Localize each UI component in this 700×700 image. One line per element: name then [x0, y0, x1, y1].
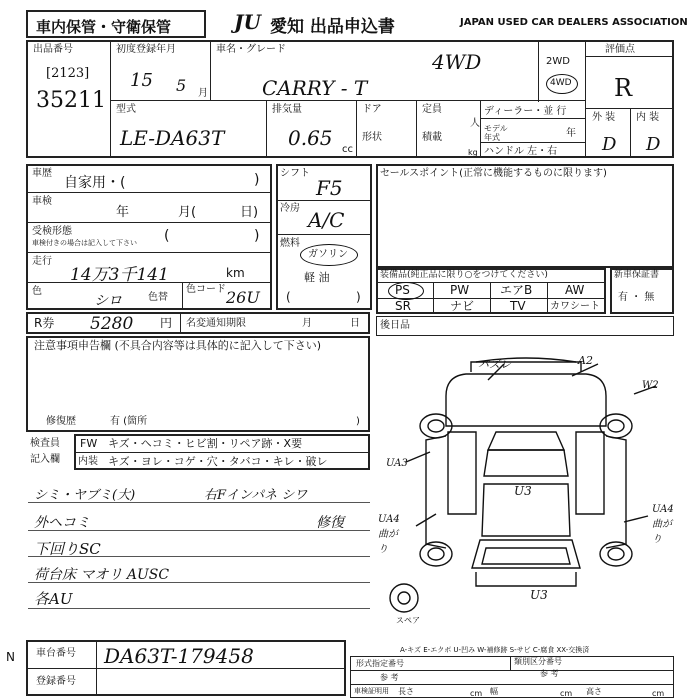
- door-label: ドア: [362, 104, 382, 115]
- storage-title-box: [26, 10, 206, 38]
- checker-fw-label: FW: [80, 437, 98, 450]
- checker-fw-items: キズ・ヘコミ・ヒビ割・リペア跡・X要: [108, 437, 303, 450]
- fuel-diesel: 軽 油: [304, 271, 330, 284]
- accepted-note: 車検付きの場合は記入して下さい: [32, 239, 137, 247]
- mileage-unit: km: [226, 266, 245, 280]
- note-ua4-right: UA4 曲がり: [652, 504, 674, 545]
- side-mark: N: [6, 650, 15, 664]
- load-unit: kg: [468, 148, 478, 157]
- drive-4wd-circle: 4WD: [546, 74, 578, 94]
- model-label: 車名・グレード: [216, 44, 286, 55]
- sales-point-block: [376, 164, 674, 268]
- equip-sr: SR: [395, 299, 411, 313]
- drive-2wd: 2WD: [546, 56, 570, 67]
- reg-label: 初度登録年月: [116, 44, 176, 55]
- checker-label-1: 検査員: [30, 438, 60, 449]
- ext-value: D: [602, 134, 617, 155]
- recycle-value: 5280: [90, 314, 134, 334]
- displacement-value: 0.65: [288, 126, 333, 150]
- year-unit: 年: [566, 128, 576, 139]
- form-cert-label: 形式指定番号: [356, 659, 404, 668]
- lot-label: 出品番号: [33, 44, 73, 55]
- note-u3-bottom: U3: [530, 588, 548, 602]
- equip-seat: カワシート: [550, 301, 600, 312]
- repair-close: ): [356, 416, 360, 427]
- type-label: 型式: [116, 104, 136, 115]
- chassis-value: DA63T-179458: [104, 644, 254, 668]
- repair-value: 有 (箇所: [110, 416, 148, 427]
- model-year-label: モデル 年式: [484, 124, 508, 142]
- spare-tire: [390, 584, 418, 612]
- fuel-label: 燃料: [280, 238, 300, 249]
- dealer-label: ディーラー・並 行: [484, 106, 567, 117]
- checker-label-2: 記入欄: [30, 454, 60, 465]
- remark-5: 下回りSC: [34, 540, 101, 558]
- org-name-en: JAPAN USED CAR DEALERS ASSOCIATION: [460, 17, 688, 28]
- fuel-gas: ガソリン: [308, 249, 348, 260]
- rear-item-label: 後日品: [380, 320, 410, 331]
- rating-label: 評価点: [605, 44, 635, 55]
- fuel-close: ): [356, 290, 361, 304]
- cert-height: 高さ: [586, 687, 602, 696]
- model-name: CARRY - T: [262, 76, 368, 100]
- history-label: 車歴: [32, 168, 52, 179]
- accepted-open: (: [164, 228, 170, 244]
- shape-label: 形状: [362, 132, 382, 143]
- cert-length-unit: cm: [470, 689, 483, 698]
- lot-number: 35211: [36, 88, 106, 113]
- cab-outline: [446, 374, 606, 426]
- ju-logo: JU: [234, 10, 261, 34]
- mileage-label: 走行: [32, 256, 52, 267]
- inspection-year: 年: [116, 205, 130, 220]
- shift-value: F5: [316, 176, 343, 200]
- chassis-label: 車台番号: [36, 648, 76, 659]
- mileage-value: 14万3千141: [70, 265, 169, 285]
- recycle-label: R券: [34, 316, 55, 330]
- reg-number-label: 登録番号: [36, 676, 76, 687]
- history-close: ): [254, 172, 260, 188]
- cert-height-unit: cm: [652, 689, 665, 698]
- lot-sub-number: [2123]: [46, 66, 90, 81]
- org-name: 愛知 出品申込書: [270, 17, 395, 37]
- note-a2: A2: [578, 354, 593, 367]
- ac-label: 冷房: [280, 203, 300, 214]
- equipment-label: 装備品(純正品に限り○をつけてください): [380, 270, 548, 280]
- recycle-unit: 円: [160, 316, 173, 330]
- notes-label: 注意事項申告欄 (不具合内容等は具体的に記入して下さい): [34, 339, 322, 352]
- accepted-label: 受検形態: [32, 226, 72, 237]
- warranty-label: 新車保証書: [614, 270, 660, 280]
- displacement-label: 排気量: [272, 104, 302, 115]
- equip-airbag: エアB: [500, 283, 533, 297]
- ac-value: A/C: [308, 208, 345, 232]
- ref-label: 参 考: [380, 673, 399, 682]
- remark-7: 各AU: [34, 590, 73, 608]
- name-change-day: 日: [350, 318, 360, 329]
- name-change-label: 名変通知期限: [186, 318, 246, 329]
- repair-label: 修復歴: [46, 416, 76, 427]
- cert-label: 車検証明用: [354, 687, 389, 695]
- rear-item-box: [376, 316, 674, 336]
- inspection-label: 車検: [32, 196, 52, 207]
- accepted-close: ): [254, 228, 260, 244]
- note-u3-center: U3: [514, 484, 532, 498]
- history-value: 自家用・(: [64, 175, 126, 191]
- ext-label: 外 装: [592, 112, 616, 123]
- remark-6: 荷台床 マオリ AUSC: [34, 567, 170, 583]
- rating-value: R: [614, 74, 633, 102]
- rear-bumper: [476, 572, 576, 586]
- reg-year: 15: [130, 70, 153, 91]
- displacement-unit: cc: [342, 144, 353, 155]
- note-ua4-left: UA4 曲がり: [378, 514, 400, 555]
- remark-3: 外ヘコミ: [34, 515, 90, 531]
- warranty-value: 有 ・ 無: [618, 292, 655, 303]
- equip-ps-circle: [388, 282, 424, 300]
- sales-point-label: セールスポイント(正常に機能するものに限ります): [380, 168, 607, 179]
- remark-4: 修復: [316, 515, 344, 531]
- color-label: 色: [32, 286, 42, 297]
- equip-aw: AW: [565, 283, 585, 297]
- color-code-value: 26U: [226, 288, 260, 307]
- cert-width: 幅: [490, 687, 498, 696]
- remark-2: 右Fインパネ シワ: [204, 488, 308, 503]
- capacity-unit: 人: [470, 118, 480, 129]
- reg-month: 5: [176, 76, 187, 95]
- ref-label-2: 参 考: [540, 669, 559, 678]
- cert-length: 長さ: [398, 687, 414, 696]
- inspection-day: 日): [240, 205, 259, 220]
- storage-title: 車内保管・守衛保管: [36, 18, 172, 36]
- note-w2: W2: [642, 380, 659, 391]
- color-value: シロ: [94, 293, 122, 309]
- color-code-label: 色コード: [186, 284, 226, 295]
- color-swap-label: 色替: [148, 292, 168, 303]
- cert-width-unit: cm: [560, 689, 573, 698]
- fuel-open: (: [286, 290, 291, 304]
- spare-label: スペア: [396, 616, 420, 625]
- int-label: 内 装: [636, 112, 660, 123]
- inspection-month: 月(: [178, 205, 197, 220]
- shift-label: シフト: [280, 168, 310, 179]
- checker-int-items: キズ・ヨレ・コゲ・穴・タバコ・キレ・破レ: [108, 455, 328, 468]
- equip-navi: ナビ: [450, 299, 475, 313]
- note-ua3: UA3: [386, 458, 408, 469]
- class-label: 類別区分番号: [514, 657, 562, 666]
- handle-label: ハンドル 左・右: [484, 146, 558, 157]
- remark-1: シミ・ヤブミ(大): [34, 488, 136, 503]
- capacity-label: 定員: [422, 104, 442, 115]
- diagram-legend: A-キズ E-エクボ U-凹み W-補修跡 S-サビ C-腐食 XX-交換済: [400, 646, 590, 654]
- name-change-month: 月: [302, 318, 312, 329]
- load-label: 積載: [422, 132, 442, 143]
- note-bumper: バズレ: [478, 358, 511, 371]
- windshield: [488, 432, 564, 450]
- equip-pw: PW: [450, 283, 470, 297]
- equip-ps: PS: [395, 283, 410, 297]
- model-drive: 4WD: [432, 50, 482, 74]
- checker-int-label: 内装: [78, 456, 98, 467]
- type-value: LE-DA63T: [120, 126, 225, 150]
- equip-tv: TV: [510, 299, 526, 313]
- reg-month-unit: 月: [198, 88, 208, 99]
- int-value: D: [646, 134, 661, 155]
